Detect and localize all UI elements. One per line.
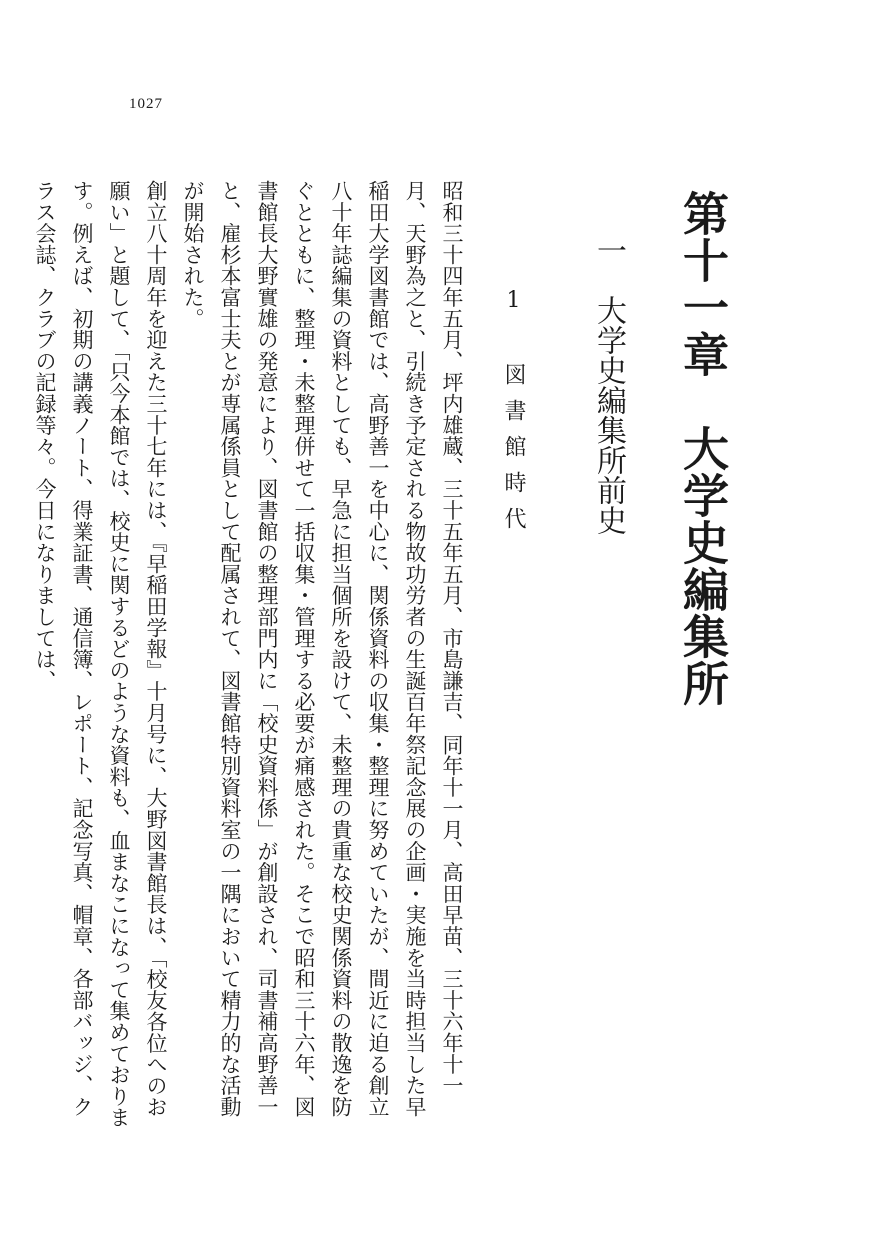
chapter-title: 第十一章 大学史編集所	[676, 190, 730, 707]
subsection-title: 1 図書館時代	[501, 288, 526, 543]
body-paragraph-1: 昭和三十四年五月、坪内雄蔵、三十五年五月、市島謙吉、同年十一月、高田早苗、三十六年十一月、天野為之と、引続き予定される物故功労者の生誕百年祭記念展の企画・実施を当時担当した早稲田大学図書館では、高野善一を中心に、関係資料の収集・整理に努めていたが、間近に迫る創立八十年誌編集の資料としても、早急に担当個所を設けて、未整理の貴重な校史関係資料の散逸を防ぐとともに、整理・未整理併せて一括収集・管理する必要が痛感された。そこで昭和三十六年、図書館長大野實雄の発意により、図書館の整理部門内に「校史資料係」が創設され、司書補高野善一と、雇杉本富士夫とが専属係員として配属されて、図書館特別資料室の一隅において精力的な活動が開始された。	[181, 180, 464, 1118]
section-title: 一 大学史編集所前史	[591, 235, 626, 535]
body-text	[26, 158, 470, 1138]
page-number: 1027	[129, 96, 163, 112]
body-paragraph-2: 創立八十周年を迎えた三十七年には、『早稲田学報』十月号に、大野図書館長は、「校友各位へのお願い」と題して、「只今本館では、校史に関するどのような資料も、血まなこになって集めております。例えば、初期の講義ノート、得業証書、通信簿、レポート、記念写真、帽章、各部バッジ、クラス会誌、クラブの記録等々。今日になりましては、	[33, 180, 168, 1128]
